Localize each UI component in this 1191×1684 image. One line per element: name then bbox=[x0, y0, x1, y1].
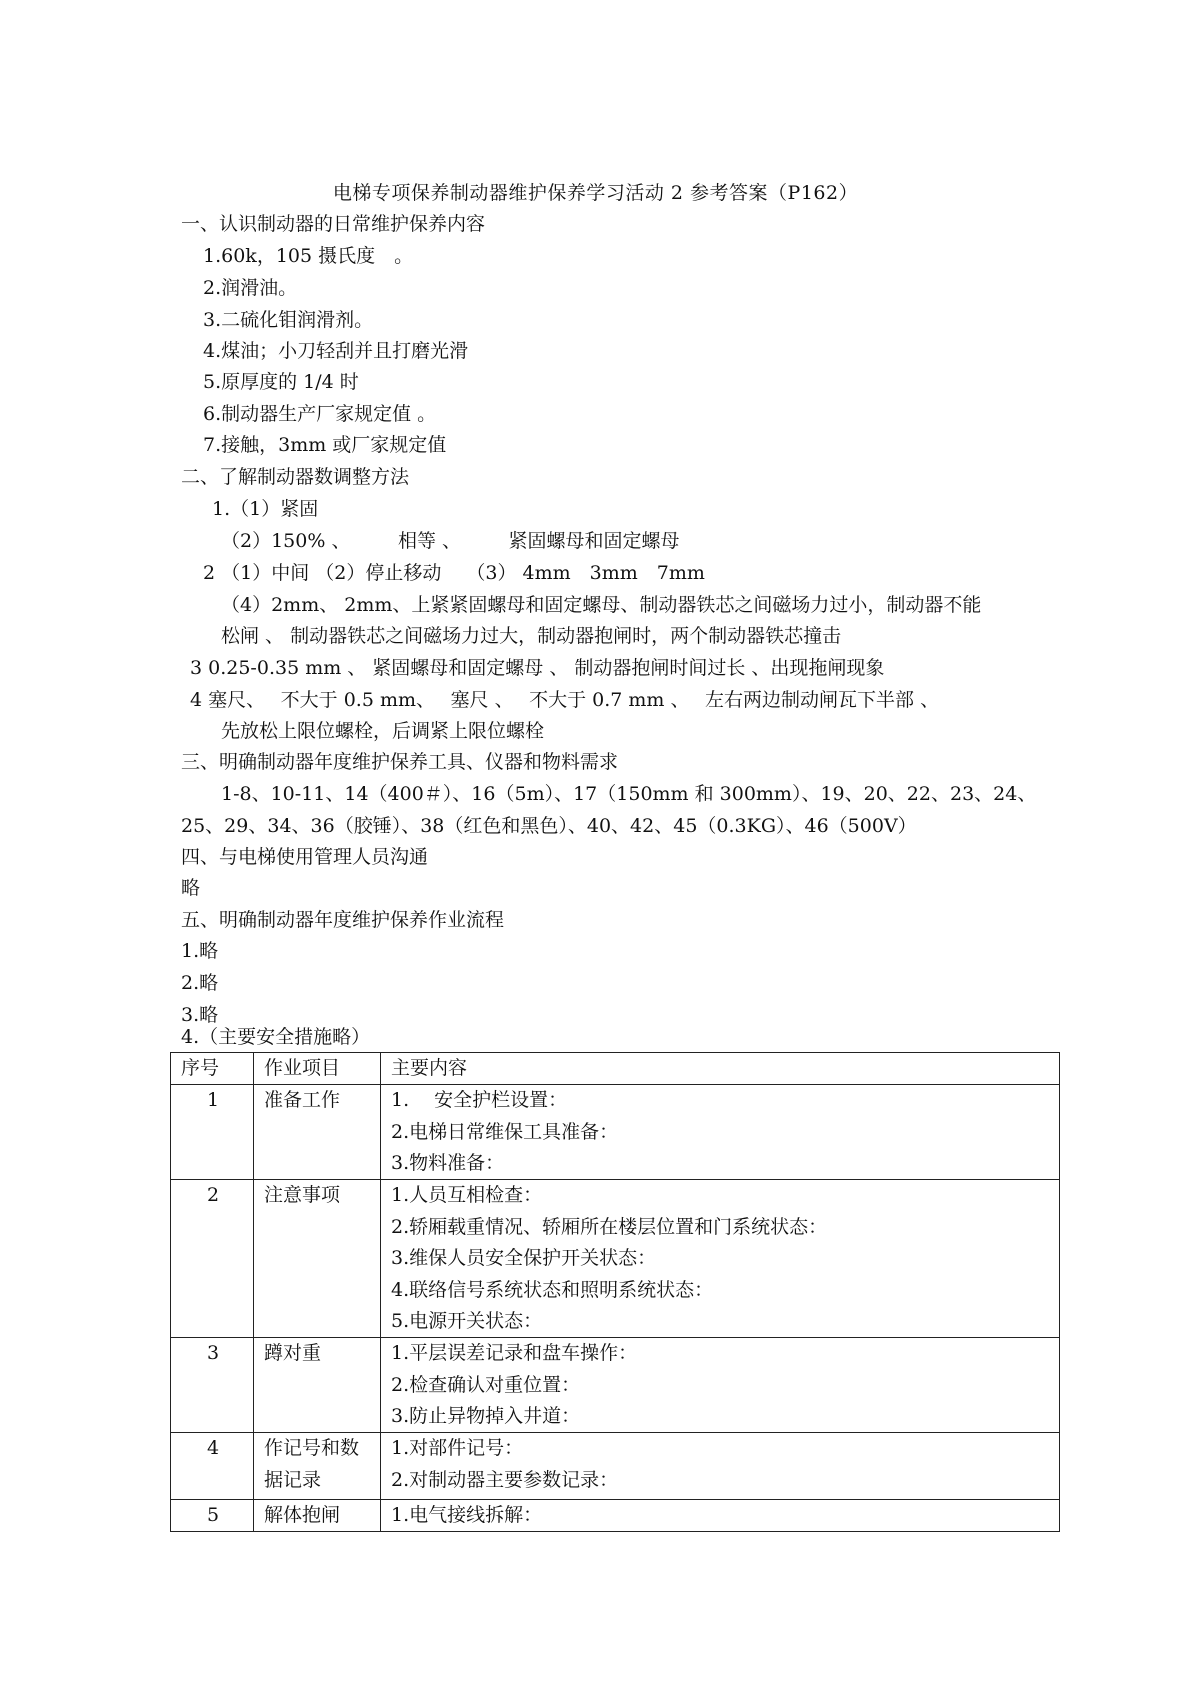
row-no: 4 bbox=[171, 1433, 254, 1500]
table-row bbox=[171, 1180, 1060, 1338]
row-content bbox=[381, 1085, 1060, 1180]
content-line: 3.物料准备： bbox=[391, 1152, 505, 1174]
row-no: 1 bbox=[171, 1085, 254, 1180]
row-content bbox=[381, 1338, 1060, 1433]
table-row bbox=[171, 1338, 1060, 1433]
answer-line: 4.（主要安全措施略） bbox=[181, 1026, 371, 1048]
section-heading-2: 二、了解制动器数调整方法 bbox=[181, 466, 410, 488]
answer-line: 2.润滑油。 bbox=[203, 277, 298, 299]
row-item: 解体抱闸 bbox=[254, 1500, 381, 1532]
answer-line: 1.60k，105 摄氏度 。 bbox=[203, 245, 414, 267]
content-line: 4.联络信号系统状态和照明系统状态： bbox=[391, 1278, 714, 1301]
row-content bbox=[381, 1180, 1060, 1338]
answer-line: 5.原厚度的 1/4 时 bbox=[203, 371, 359, 393]
section-heading-5: 五、明确制动器年度维护保养作业流程 bbox=[181, 909, 505, 931]
table-row bbox=[171, 1500, 1060, 1532]
content-line: 2.轿厢载重情况、轿厢所在楼层位置和门系统状态： bbox=[391, 1215, 828, 1238]
content-line: 1.平层误差记录和盘车操作： bbox=[391, 1342, 638, 1364]
answer-line: 松闸 、 制动器铁芯之间磁场力过大，制动器抱闸时，两个制动器铁芯撞击 bbox=[221, 625, 842, 647]
content-line: 2.对制动器主要参数记录： bbox=[391, 1468, 619, 1491]
content-line: 5.电源开关状态： bbox=[391, 1310, 543, 1332]
procedure-table bbox=[170, 1052, 1060, 1532]
answer-line: 6.制动器生产厂家规定值 。 bbox=[203, 403, 437, 425]
document-title: 电梯专项保养制动器维护保养学习活动 2 参考答案（P162） bbox=[332, 182, 859, 204]
row-no: 3 bbox=[171, 1338, 254, 1433]
answer-line: 25、29、34、36（胶锤）、38（红色和黑色）、40、42、45（0.3KG）、46（500V） bbox=[181, 815, 917, 837]
answer-line: 先放松上限位螺栓，后调紧上限位螺栓 bbox=[221, 720, 545, 742]
header-content: 主要内容 bbox=[381, 1053, 1060, 1085]
row-item: 注意事项 bbox=[254, 1180, 381, 1338]
row-item: 作记号和数据记录 bbox=[254, 1433, 381, 1500]
answer-line: 1-8、10-11、14（400＃）、16（5m）、17（150mm 和 300mm）、19、20、22、23、24、 bbox=[221, 783, 1037, 805]
section-heading-4: 四、与电梯使用管理人员沟通 bbox=[181, 846, 429, 868]
content-line: 1. 安全护栏设置： bbox=[391, 1089, 568, 1111]
content-line: 2.电梯日常维保工具准备： bbox=[391, 1120, 619, 1143]
table-header-row bbox=[171, 1053, 1060, 1085]
row-no: 5 bbox=[171, 1500, 254, 1532]
header-item: 作业项目 bbox=[254, 1053, 381, 1085]
answer-line: 4 塞尺、 不大于 0.5 mm、 塞尺 、 不大于 0.7 mm 、 左右两边制动闸瓦下半部 、 bbox=[190, 689, 940, 711]
answer-line: 3.二硫化钼润滑剂。 bbox=[203, 309, 374, 331]
content-line: 1.对部件记号： bbox=[391, 1437, 524, 1459]
content-line: 1.人员互相检查： bbox=[391, 1184, 543, 1206]
content-line: 3.维保人员安全保护开关状态： bbox=[391, 1247, 657, 1269]
content-line: 1.电气接线拆解： bbox=[391, 1504, 543, 1526]
answer-line: 1.（1）紧固 bbox=[212, 498, 319, 520]
answer-line: 3.略 bbox=[181, 1004, 219, 1026]
table-row bbox=[171, 1085, 1060, 1180]
answer-line: 略 bbox=[181, 877, 201, 899]
row-content bbox=[381, 1433, 1060, 1500]
table-row bbox=[171, 1433, 1060, 1500]
header-no: 序号 bbox=[171, 1053, 254, 1085]
answer-line: （2）150% 、 相等 、 紧固螺母和固定螺母 bbox=[221, 530, 680, 552]
answer-line: 1.略 bbox=[181, 940, 219, 962]
content-line: 3.防止异物掉入井道： bbox=[391, 1405, 581, 1427]
row-no: 2 bbox=[171, 1180, 254, 1338]
answer-line: 7.接触，3mm 或厂家规定值 bbox=[203, 434, 447, 456]
answer-line: 3 0.25-0.35 mm 、 紧固螺母和固定螺母 、 制动器抱闸时间过长 、出现拖闸现象 bbox=[190, 657, 885, 679]
row-item: 蹲对重 bbox=[254, 1338, 381, 1433]
section-heading-3: 三、明确制动器年度维护保养工具、仪器和物料需求 bbox=[181, 751, 619, 773]
answer-line: 2 （1）中间 （2）停止移动 （3） 4mm 3mm 7mm bbox=[203, 562, 705, 584]
answer-line: 4.煤油；小刀轻刮并且打磨光滑 bbox=[203, 340, 469, 362]
content-line: 2.检查确认对重位置： bbox=[391, 1373, 581, 1396]
row-item: 准备工作 bbox=[254, 1085, 381, 1180]
answer-line: （4）2mm、 2mm、上紧紧固螺母和固定螺母、制动器铁芯之间磁场力过小，制动器不能 bbox=[221, 594, 982, 616]
row-content bbox=[381, 1500, 1060, 1532]
section-heading-1: 一、认识制动器的日常维护保养内容 bbox=[181, 213, 486, 235]
answer-line: 2.略 bbox=[181, 972, 219, 994]
